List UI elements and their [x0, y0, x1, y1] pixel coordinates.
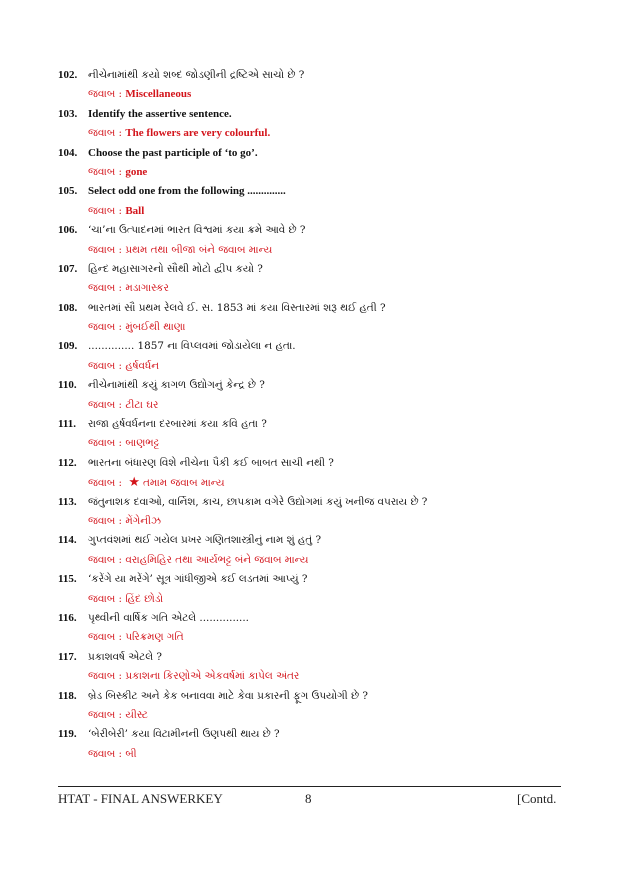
question-line [58, 454, 578, 473]
question-number: 106. [58, 224, 78, 237]
question-number: 103. [58, 107, 78, 120]
question-item [58, 299, 578, 338]
question-item [58, 609, 578, 648]
answer-line [58, 124, 578, 143]
question-text: ‘બેરીબેરી’ કયા વિટામીનની ઉણપથી થાય છે ? [88, 728, 280, 741]
answer-block [88, 512, 161, 531]
answer-label: જવાબ : [88, 243, 122, 256]
answer-line [58, 241, 578, 260]
answer-block [88, 163, 147, 182]
answer-label: જવાબ : [88, 437, 122, 450]
question-number: 115. [58, 573, 77, 586]
question-number: 110. [58, 379, 77, 392]
question-item [58, 531, 578, 570]
answer-text: ટીટા ઘર [125, 398, 159, 411]
answer-block [88, 279, 169, 298]
question-text: ‘કરેંગે યા મરેંગે’ સૂત્ર ગાંધીજીએ કઈ લડતમાં આપ્યું ? [88, 573, 308, 586]
answer-label: જવાબ : [88, 592, 122, 605]
answer-label: જવાબ : [88, 88, 122, 101]
question-line [58, 570, 578, 589]
answer-line [58, 706, 578, 725]
star-icon: ★ [128, 475, 140, 491]
answer-text: મુંબઈથી થાણા [125, 321, 186, 334]
answer-text: યીસ્ટ [125, 708, 148, 721]
question-text: પૃથ્વીની વાર્ષિક ગતિ એટલે ............... [88, 611, 249, 624]
answer-line [58, 473, 578, 492]
answer-block [88, 473, 224, 493]
question-text: ગુપ્તવંશમાં થઈ ગયેલ પ્રખર ગણિતશાસ્ત્રીનું નામ શું હતું ? [88, 534, 322, 547]
answer-line [58, 357, 578, 376]
answer-line [58, 551, 578, 570]
question-text: નીચેનામાંથી કયું કાગળ ઉદ્યોગનું કેન્દ્ર છે ? [88, 379, 265, 392]
question-item [58, 66, 578, 105]
answer-block [88, 667, 299, 686]
question-text: .............. 1857 ના વિપ્લવમાં જોડાયેલા ન હતા. [88, 340, 296, 353]
answer-label: જવાબ : [88, 631, 122, 644]
answer-block [88, 590, 163, 609]
question-number: 108. [58, 301, 78, 314]
answer-block [88, 85, 191, 104]
question-number: 114. [58, 534, 77, 547]
answer-label: જવાબ : [88, 359, 122, 372]
answer-text: gone [125, 165, 148, 178]
answer-line [58, 202, 578, 221]
answer-text: હિંદ છોડો [125, 592, 164, 605]
question-item [58, 260, 578, 299]
answer-block [88, 745, 137, 764]
question-text: Identify the assertive sentence. [88, 107, 232, 120]
answer-label: જવાબ : [88, 282, 122, 295]
answer-label: જવાબ : [88, 553, 122, 566]
footer-divider [58, 786, 561, 787]
answer-block [88, 357, 159, 376]
answer-block [88, 241, 272, 260]
question-line [58, 66, 578, 85]
question-item [58, 725, 578, 764]
question-text: પ્રકાશવર્ષ એટલે ? [88, 650, 162, 663]
question-line [58, 493, 578, 512]
question-number: 111. [58, 418, 77, 431]
answer-label: જવાબ : [88, 165, 122, 178]
answer-label: જવાબ : [88, 321, 122, 334]
question-item [58, 221, 578, 260]
question-text: Select odd one from the following .............. [88, 185, 286, 198]
question-line [58, 337, 578, 356]
question-text: બ્રેડ બિસ્કીટ અને કેક બનાવવા માટે કેવા પ્રકારની ફૂગ ઉપયોગી છે ? [88, 689, 368, 702]
question-text: Choose the past participle of ‘to go’. [88, 146, 258, 159]
answer-label: જવાબ : [88, 747, 122, 760]
question-number: 102. [58, 69, 78, 81]
answer-line [58, 434, 578, 453]
answer-block [88, 396, 158, 415]
question-number: 116. [58, 611, 77, 624]
question-line [58, 144, 578, 163]
answer-text: પ્રથમ તથા બીજા બંને જવાબ માન્ય [125, 243, 273, 256]
question-line [58, 725, 578, 744]
answer-label: જવાબ : [88, 127, 122, 140]
question-line [58, 376, 578, 395]
question-item [58, 144, 578, 183]
question-item [58, 337, 578, 376]
answer-text: પરિક્રમણ ગતિ [125, 631, 184, 644]
question-item [58, 648, 578, 687]
answer-text: Miscellaneous [125, 88, 192, 101]
question-line [58, 648, 578, 667]
question-text: જંતુનાશક દવાઓ, વાર્નિશ, કાચ, છાપકામ વગેરે ઉદ્યોગમાં કયું ખનીજ વપરાય છે ? [88, 495, 428, 508]
answer-block [88, 706, 148, 725]
question-line [58, 687, 578, 706]
answer-text: બાણભટ્ટ [125, 437, 160, 450]
question-line [58, 105, 578, 124]
answer-text: The flowers are very colourful. [125, 127, 271, 140]
answer-text: મેંગેનીઝ [125, 514, 161, 527]
question-line [58, 299, 578, 318]
question-line [58, 531, 578, 550]
footer-continued: [Contd. [517, 791, 557, 806]
answer-line [58, 85, 578, 104]
question-number: 104. [58, 146, 78, 159]
footer-title: HTAT - FINAL ANSWERKEY [58, 791, 223, 806]
question-text: રાજા હર્ષવર્ધનના દરબારમાં કયા કવિ હતા ? [88, 418, 267, 431]
answer-text: વરાહમિહિર તથા આર્યભટ્ટ બંને જવાબ માન્ય [125, 553, 309, 566]
answer-line [58, 745, 578, 764]
answer-line [58, 396, 578, 415]
question-item [58, 105, 578, 144]
question-number: 113. [58, 495, 77, 508]
answer-block [88, 202, 144, 221]
answer-label: જવાબ : [88, 708, 122, 721]
page-number: 8 [305, 791, 312, 806]
question-line [58, 415, 578, 434]
answer-line [58, 163, 578, 182]
question-item [58, 570, 578, 609]
question-line [58, 221, 578, 240]
answer-text: હર્ષવર્ધન [125, 359, 159, 372]
answer-label: જવાબ : [88, 204, 122, 217]
question-item [58, 376, 578, 415]
question-item [58, 687, 578, 726]
answer-line [58, 279, 578, 298]
question-number: 112. [58, 456, 77, 469]
answer-block [88, 434, 159, 453]
answer-label: જવાબ : [88, 477, 122, 490]
question-text: હિન્દ મહાસાગરનો સૌથી મોટો દ્વીપ કયો ? [88, 262, 263, 275]
question-line [58, 182, 578, 201]
answer-line [58, 512, 578, 531]
answer-line [58, 318, 578, 337]
question-number: 118. [58, 689, 77, 702]
answer-block [88, 124, 270, 143]
question-number: 107. [58, 262, 78, 275]
question-item [58, 493, 578, 532]
answer-text: તમામ જવાબ માન્ય [142, 477, 225, 490]
question-answer-list [58, 66, 578, 764]
answer-line [58, 590, 578, 609]
question-text: ભારતમાં સૌ પ્રથમ રેલવે ઈ. સ. 1853 માં કયા વિસ્તારમાં શરૂ થઈ હતી ? [88, 301, 386, 314]
question-text: ‘ચા’ના ઉત્પાદનમાં ભારત વિશ્વમાં કયા ક્રમે આવે છે ? [88, 224, 306, 237]
answer-label: જવાબ : [88, 670, 122, 683]
answer-block [88, 628, 184, 647]
answer-text: પ્રકાશના કિરણોએ એકવર્ષમાં કાપેલ અંતર [125, 670, 300, 683]
question-line [58, 260, 578, 279]
question-number: 105. [58, 185, 78, 198]
question-text: ભારતના બંધારણ વિશે નીચેના પૈકી કઈ બાબત સાચી નથી ? [88, 456, 334, 469]
question-item [58, 182, 578, 221]
answer-block [88, 318, 185, 337]
question-number: 119. [58, 728, 77, 741]
question-number: 117. [58, 650, 77, 663]
answer-line [58, 667, 578, 686]
question-item [58, 454, 578, 493]
answer-text: બી [125, 747, 137, 760]
question-line [58, 609, 578, 628]
question-item [58, 415, 578, 454]
answer-label: જવાબ : [88, 514, 122, 527]
answer-text: Ball [125, 204, 145, 217]
question-number: 109. [58, 340, 78, 353]
answer-block [88, 551, 308, 570]
answer-line [58, 628, 578, 647]
answer-label: જવાબ : [88, 398, 122, 411]
answer-text: મડાગાસ્કર [125, 282, 169, 295]
question-text: નીચેનામાંથી કયો શબ્દ જોડણીની દ્રષ્ટિએ સાચો છે ? [88, 69, 305, 81]
